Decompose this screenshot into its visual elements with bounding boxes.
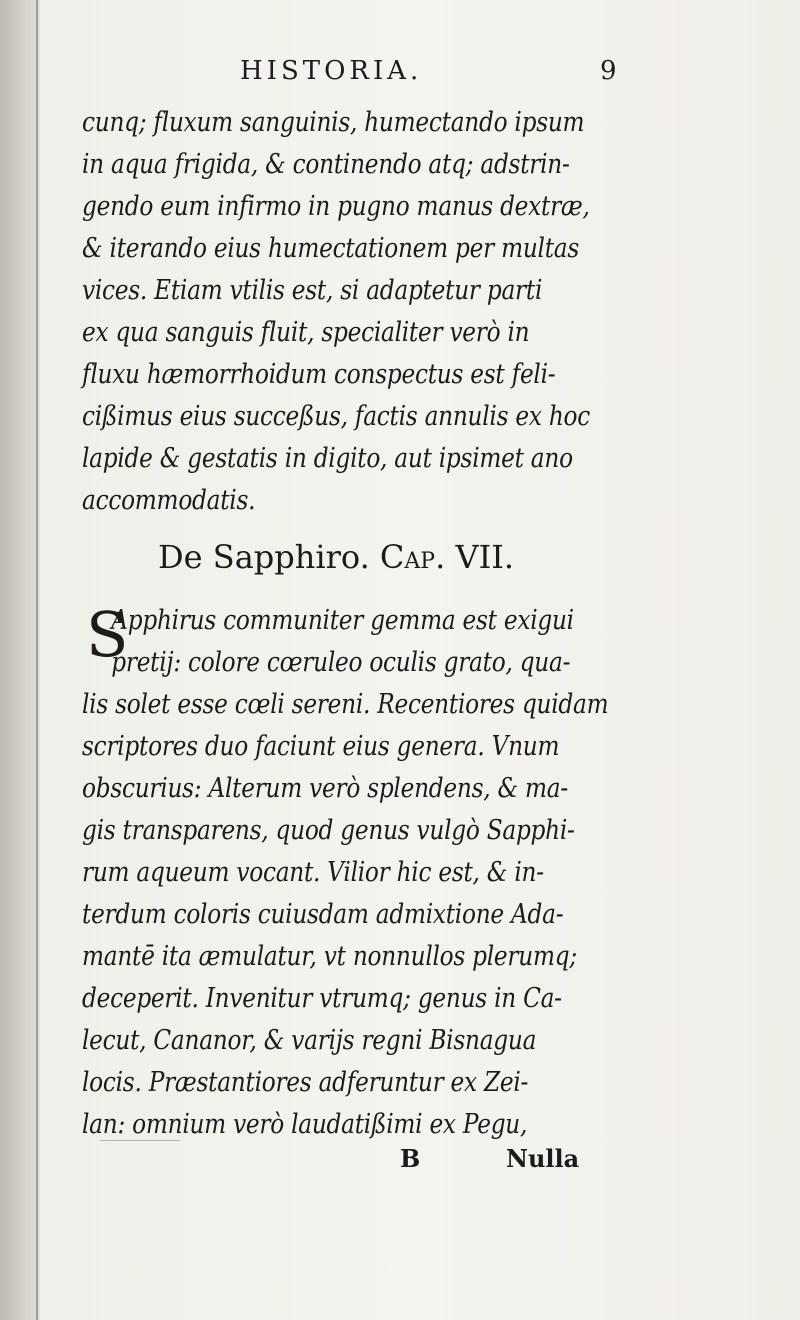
text-line: & iterando eius humectationem per multas [82, 233, 580, 264]
gutter-line [36, 0, 38, 1320]
chapter-title: De Sapphiro. [158, 538, 370, 576]
text-line: gis transparens, quod genus vulgò Sapphi- [82, 815, 575, 846]
text-line: in aqua frigida, & continendo atq; adstrin- [82, 149, 570, 180]
text-line: lapide & gestatis in digito, aut ipsimet ano [82, 443, 573, 474]
drop-capital: S [86, 598, 129, 671]
page-footer [400, 1144, 620, 1184]
text-line: cunq; fluxum sanguinis, humectando ipsum [82, 107, 585, 138]
text-line: lis solet esse cœli sereni. Recentiores quidam [82, 689, 609, 720]
text-line: cißimus eius succeßus, factis annulis ex hoc [82, 401, 590, 432]
book-spine-shadow [0, 0, 40, 1320]
text-line: locis. Præstantiores adferuntur ex Zei- [82, 1067, 529, 1098]
running-title: HISTORIA. [240, 56, 423, 86]
text-line: scriptores duo faciunt eius genera. Vnum [82, 731, 560, 762]
text-line: rum aqueum vocant. Vilior hic est, & in- [82, 857, 544, 888]
catchword: Nulla [506, 1144, 580, 1173]
signature-mark: B [400, 1144, 421, 1173]
page-header [200, 56, 620, 96]
text-line: vices. Etiam vtilis est, si adaptetur parti [82, 275, 543, 306]
text-line: ex qua sanguis fluit, specialiter verò in [82, 317, 530, 348]
text-line: mantē ita æmulatur, vt nonnullos plerumq; [82, 941, 577, 972]
book-page [40, 0, 800, 1320]
chapter-number: VII. [455, 538, 515, 576]
chapter-heading [158, 538, 514, 576]
text-line: terdum coloris cuiusdam admixtione Ada- [82, 899, 564, 930]
paragraph-2 [82, 600, 642, 1146]
bottom-rule [100, 1140, 180, 1141]
text-line: lecut, Cananor, & varijs regni Bisnagua [82, 1025, 537, 1056]
chapter-label: Cap. [379, 538, 446, 576]
text-line: deceperit. Invenitur vtrumq; genus in Ca- [82, 983, 562, 1014]
text-line: lan: omnium verò laudatißimi ex Pegu, [82, 1109, 528, 1140]
text-line: gendo eum infirmo in pugno manus dextræ, [82, 191, 590, 222]
text-line: accommodatis. [82, 485, 256, 516]
paragraph-1 [82, 102, 642, 522]
text-line: Apphirus communiter gemma est exigui [111, 605, 574, 636]
text-line: fluxu hæmorrhoidum conspectus est feli- [82, 359, 556, 390]
page-number: 9 [600, 56, 617, 86]
text-line: pretij: colore cœruleo oculis grato, qua- [111, 647, 571, 678]
text-line: obscurius: Alterum verò splendens, & ma- [82, 773, 568, 804]
